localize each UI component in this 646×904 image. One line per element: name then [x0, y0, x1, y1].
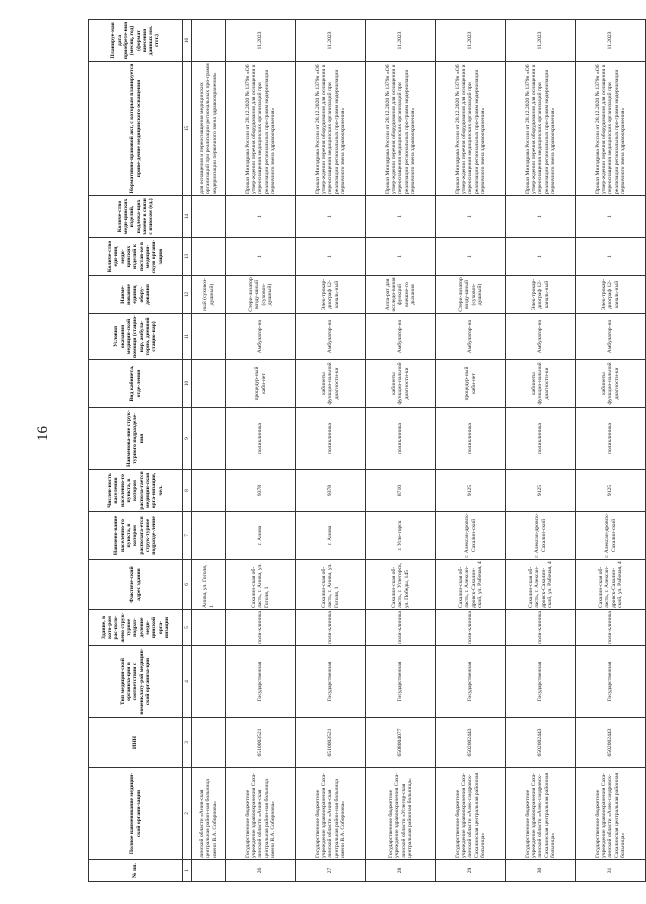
building-cell: поли-клиника [296, 610, 366, 646]
header-cell: Полное наименование медицин-ской органи-зации [89, 768, 183, 860]
column-number: 13 [183, 238, 192, 276]
column-number: 7 [183, 512, 192, 560]
table-body [192, 20, 646, 882]
settlement-cell: г. Анива [296, 512, 366, 560]
quantity-cell: 1 [576, 238, 646, 276]
replacement-cell: 1 [576, 196, 646, 238]
replacement-cell: 1 [506, 196, 576, 238]
population-cell: 9125 [436, 470, 506, 512]
conditions-cell: Амбулатор-но [226, 314, 296, 360]
table-row [296, 20, 366, 882]
unit-cell: поликлиника [226, 408, 296, 470]
building-cell [192, 610, 226, 646]
building-cell: поли-клиника [366, 610, 436, 646]
population-cell: 9125 [506, 470, 576, 512]
column-number: 1 [183, 860, 192, 882]
equipment-cell: Элек-трокар-диограф 12-каналь-ный [296, 276, 366, 314]
purchase-date-cell: 11.2023 [436, 20, 506, 62]
header-cell: Тип медицин-ской организа-ции в соответствии с номенклату-рой медицин-ской организа-ции [89, 646, 183, 718]
header-cell: Условия оказания медицин-ской помощи (стацио-нар, амбула-торно, дневной стацио-нар) [89, 314, 183, 360]
column-number: 11 [183, 314, 192, 360]
column-number: 16 [183, 20, 192, 62]
table-row [576, 20, 646, 882]
inn-cell [192, 718, 226, 768]
population-cell: 9125 [576, 470, 646, 512]
organization-name-cell: Государственное бюджетное учреждение здравоохранения Саха-линской области «Углегор-ская центральная районная больница» [366, 768, 436, 860]
conditions-cell: Амбулатор-но [296, 314, 366, 360]
table-row [226, 20, 296, 882]
purchase-date-cell: 11.2023 [366, 20, 436, 62]
address-cell: Сахалин-ская об-ласть, г. Анива, ул. Гоголя, 1 [226, 560, 296, 610]
organization-type-cell: Государственная [366, 646, 436, 718]
column-number: 10 [183, 360, 192, 408]
inn-cell: 6508004077 [366, 718, 436, 768]
purchase-date-cell: 11.2023 [506, 20, 576, 62]
quantity-cell: 1 [296, 238, 366, 276]
settlement-cell: г. Алексан-дровск-Сахалин-ский [506, 512, 576, 560]
unit-cell: поликлиника [436, 408, 506, 470]
inn-cell: 6510003521 [296, 718, 366, 768]
column-number: 5 [183, 610, 192, 646]
header-cell: ИНН [89, 718, 183, 768]
column-number: 15 [183, 62, 192, 196]
header-row [89, 20, 183, 882]
table-frame [88, 20, 626, 882]
header-cell: Здание, в кото-ром рас-поло-жено струк-турное подраз-деление меди-цинской орга-низации [89, 610, 183, 646]
population-cell [192, 470, 226, 512]
conditions-cell: Амбулатор-но [436, 314, 506, 360]
building-cell: поли-клиника [506, 610, 576, 646]
header-cell: Наиме-нование единиц обору-дования [89, 276, 183, 314]
regulation-cell: Приказ Минздрава России от 28.12.2020 № 1379н «Об утвер-ждении перечня оборудования для оснащения и переоснащения медицинских организаций при реализации региональных про-грамм модернизации первичного звена здравоохранения» [296, 62, 366, 196]
row-number-cell: 27 [296, 860, 366, 882]
inn-cell: 6502002443 [436, 718, 506, 768]
address-cell: Сахалин-ская об-ласть, г. Алексан-дровск-Сахалин-ский, ул. Рабочая, 4 [436, 560, 506, 610]
settlement-cell: г. Угле-горск [366, 512, 436, 560]
column-number: 2 [183, 768, 192, 860]
column-number: 8 [183, 470, 192, 512]
organization-type-cell: Государственная [436, 646, 506, 718]
header-cell: Фактиче-ский адрес здания [89, 560, 183, 610]
header-cell: Количе-ство меди-цинских изделий, подлежа-щих замене в связи с износом (ед.) [89, 196, 183, 238]
regulation-cell: Приказ Минздрава России от 28.12.2020 № 1379н «Об утвер-ждении перечня оборудования для оснащения и переоснащения медицинских организаций при реализации региональных про-грамм модернизации первичного звена здравоохранения» [576, 62, 646, 196]
unit-cell: поликлиника [506, 408, 576, 470]
building-cell: поли-клиника [436, 610, 506, 646]
header-cell: Количе-ство еди-ниц меди-цинских изделий к постав-ке в медицин-скую органи-зацию [89, 238, 183, 276]
purchase-date-cell: 11.2023 [576, 20, 646, 62]
organization-name-cell: линской области «Анив-ская центральная район-ная больница имени В.А. Соборнова» [192, 768, 226, 860]
inn-cell: 6510003521 [226, 718, 296, 768]
unit-cell: поликлиника [576, 408, 646, 470]
page-number: 16 [35, 426, 51, 441]
cabinet-cell: кабинеты функцио-нальной диагности-ки [576, 360, 646, 408]
header-cell: Наименова-ние струк-турного подразделе-ния [89, 408, 183, 470]
organization-name-cell: Государственное бюджетное учреждение здравоохранения Саха-линской области «Анив-ская центральная район-ная больница имени В.А. Соборнова» [226, 768, 296, 860]
building-cell: поли-клиника [576, 610, 646, 646]
row-number-cell [192, 860, 226, 882]
rotated-table-container [88, 20, 626, 882]
column-number: 4 [183, 646, 192, 718]
cabinet-cell: кабинеты функцио-нальной диагности-ки [506, 360, 576, 408]
settlement-cell: г. Алексан-дровск-Сахалин-ский [436, 512, 506, 560]
regulation-cell: Приказ Минздрава России от 28.12.2020 № 1379н «Об утвер-ждении перечня оборудования для оснащения и переоснащения медицинских организаций при реализации региональных про-грамм модернизации первичного звена здравоохранения» [226, 62, 296, 196]
organization-name-cell: Государственное бюджетное учреждение здравоохранения Саха-линской области «Анив-ская центральная район-ная больница имени В.А. Соборнова» [296, 768, 366, 860]
building-cell: поли-клиника [226, 610, 296, 646]
quantity-cell: 1 [226, 238, 296, 276]
inn-cell: 6502002443 [576, 718, 646, 768]
cabinet-cell: кабинеты функцио-нальной диагности-ки [296, 360, 366, 408]
conditions-cell [192, 314, 226, 360]
regulation-cell: для оснащения и переоснащения медицинских организаций при реализации региональных про-грамм модернизации первичного звена здравоохранения» [192, 62, 226, 196]
row-number-cell: 28 [366, 860, 436, 882]
organization-type-cell [192, 646, 226, 718]
equipment-cell: Элек-трокар-диограф 12-каналь-ный [576, 276, 646, 314]
header-cell: Вид кабинета, отде-ления [89, 360, 183, 408]
table-row [366, 20, 436, 882]
equipment-cell: Элек-трокар-диограф 12-каналь-ный [506, 276, 576, 314]
equipment-cell: ный (суховоз-душный) [192, 276, 226, 314]
conditions-cell: Амбулатор-но [366, 314, 436, 360]
address-cell: Сахалин-ская об-ласть, г. Алексан-дровск-Сахалин-ский, ул. Рабочая, 4 [506, 560, 576, 610]
quantity-cell [192, 238, 226, 276]
quantity-cell: 1 [436, 238, 506, 276]
organization-name-cell: Государственное бюджетное учреждение здравоохранения Саха-линской области «Алек-сандровск-Сахалинская центральная районная больница» [576, 768, 646, 860]
row-number-cell: 26 [226, 860, 296, 882]
organization-type-cell: Государственная [576, 646, 646, 718]
equipment-cell: Стери-лизатор возду-шный (суховоз-душный) [226, 276, 296, 314]
replacement-cell: 1 [436, 196, 506, 238]
header-cell: № пп. [89, 860, 183, 882]
organization-name-cell: Государственное бюджетное учреждение здравоохранения Саха-линской области «Алек-сандровск-Сахалинская центральная районная больница» [436, 768, 506, 860]
cabinet-cell [192, 360, 226, 408]
inn-cell: 6502002443 [506, 718, 576, 768]
address-cell: Сахалин-ская об-ласть, г. Углегорск, ул. Победы, 145 [366, 560, 436, 610]
settlement-cell [192, 512, 226, 560]
table-row [436, 20, 506, 882]
regulation-cell: Приказ Минздрава России от 28.12.2020 № 1379н «Об утвер-ждении перечня оборудования для оснащения и переоснащения медицинских организаций при реализации региональных про-грамм модернизации первичного звена здравоохранения» [506, 62, 576, 196]
equipment-table [88, 19, 646, 882]
table-row [506, 20, 576, 882]
purchase-date-cell: 11.2023 [296, 20, 366, 62]
row-number-cell: 31 [576, 860, 646, 882]
conditions-cell: Амбулатор-но [576, 314, 646, 360]
address-cell: Сахалин-ская об-ласть, г. Алексан-дровск-Сахалин-ский, ул. Рабочая, 4 [576, 560, 646, 610]
replacement-cell: 1 [296, 196, 366, 238]
column-number: 3 [183, 718, 192, 768]
quantity-cell: 1 [366, 238, 436, 276]
row-number-cell: 30 [506, 860, 576, 882]
header-cell: Наимено-вание населенно-го пункта, в котором располага-ется струк-турное подразде-ление [89, 512, 183, 560]
organization-type-cell: Государственная [506, 646, 576, 718]
settlement-cell: г. Анива [226, 512, 296, 560]
organization-type-cell: Государственная [296, 646, 366, 718]
unit-cell: поликлиника [366, 408, 436, 470]
header-cell: Нормативно-правовой акт, с которым планируется приве-дение медицинского оснащения [89, 62, 183, 196]
column-number: 9 [183, 408, 192, 470]
unit-cell: поликлиника [296, 408, 366, 470]
column-number-row [183, 20, 192, 882]
replacement-cell [192, 196, 226, 238]
address-cell: Анива, ул. Гоголя, 1 [192, 560, 226, 610]
organization-name-cell: Государственное бюджетное учреждение здравоохранения Саха-линской области «Алек-сандровск-Сахалинская центральная районная больница» [506, 768, 576, 860]
conditions-cell: Амбулатор-но [506, 314, 576, 360]
unit-cell [192, 408, 226, 470]
column-number: 12 [183, 276, 192, 314]
header-cell: Числен-ность населения населенно-го пункта, в котором распола-гается медицин-ская орга-низация, чел. [89, 470, 183, 512]
table-row [192, 20, 226, 882]
organization-type-cell: Государственная [226, 646, 296, 718]
purchase-date-cell: 11.2023 [226, 20, 296, 62]
regulation-cell: Приказ Минздрава России от 28.12.2020 № 1379н «Об утвер-ждении перечня оборудования для оснащения и переоснащения медицинских организаций при реализации региональных про-грамм модернизации первичного звена здравоохранения» [436, 62, 506, 196]
regulation-cell: Приказ Минздрава России от 28.12.2020 № 1379н «Об утвер-ждении перечня оборудования для оснащения и переоснащения медицинских организаций при реализации региональных про-грамм модернизации первичного звена здравоохранения» [366, 62, 436, 196]
population-cell: 8710 [366, 470, 436, 512]
column-number: 6 [183, 560, 192, 610]
header-cell: Планируе-мая дата приобрете-ния (месяц, год) (формат внесения данных мм. гггг.) [89, 20, 183, 62]
settlement-cell: г. Алексан-дровск-Сахалин-ский [576, 512, 646, 560]
equipment-cell: Аппа-рат для исследо-вания функций внешне-го дыхания [366, 276, 436, 314]
quantity-cell: 1 [506, 238, 576, 276]
row-number-cell: 29 [436, 860, 506, 882]
address-cell: Сахалин-ская об-ласть, г. Анива, ул. Гоголя, 1 [296, 560, 366, 610]
replacement-cell: 1 [366, 196, 436, 238]
cabinet-cell: кабинеты функцио-нальной диагности-ки [366, 360, 436, 408]
cabinet-cell: процедур-ный каби-нет [226, 360, 296, 408]
purchase-date-cell [192, 20, 226, 62]
replacement-cell: 1 [226, 196, 296, 238]
population-cell: 9378 [226, 470, 296, 512]
equipment-cell: Стери-лизатор возду-шный (суховоз-душный) [436, 276, 506, 314]
population-cell: 9378 [296, 470, 366, 512]
cabinet-cell: процедур-ный каби-нет [436, 360, 506, 408]
column-number: 14 [183, 196, 192, 238]
